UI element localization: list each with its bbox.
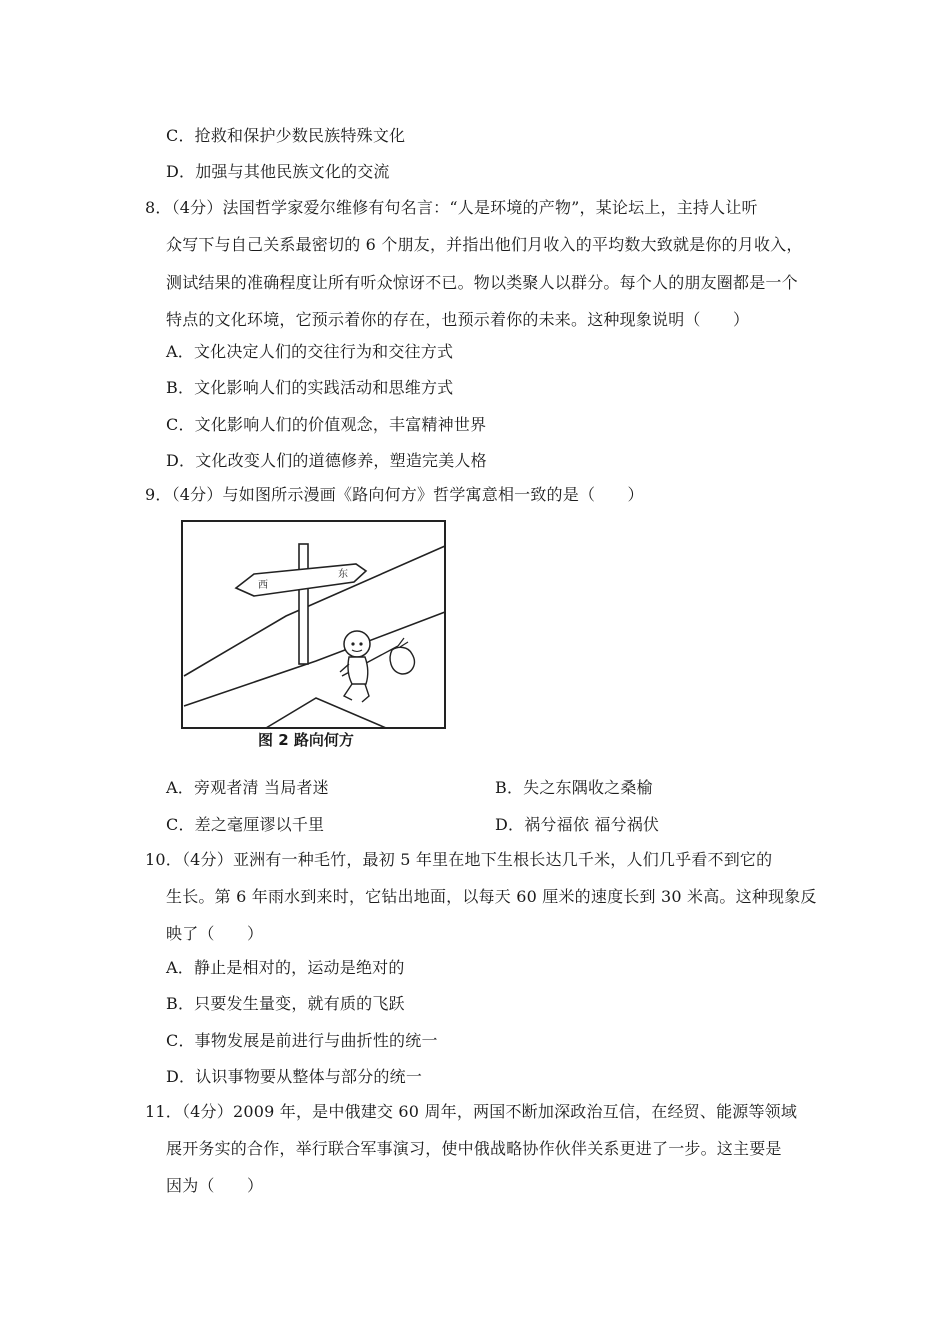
q7-option-c: C．抢救和保护少数民族特殊文化: [166, 126, 406, 145]
q8-stem-line-2: 众写下与自己关系最密切的 6 个朋友，并指出他们月收入的平均数大致就是你的月收入，: [166, 235, 803, 254]
q8-stem-line-1: 8．（4分）法国哲学家爱尔维修有句名言：“人是环境的产物”，某论坛上，主持人让听: [145, 198, 758, 217]
q10-option-c: C．事物发展是前进行与曲折性的统一: [166, 1031, 438, 1050]
q9-option-b: B．失之东隅收之桑榆: [495, 778, 653, 797]
cartoon-illustration: [166, 516, 454, 730]
q8-stem-line-3: 测试结果的准确程度让所有听众惊讶不已。物以类聚人以群分。每个人的朋友圈都是一个: [166, 273, 798, 292]
q8-option-c: C．文化影响人们的价值观念，丰富精神世界: [166, 415, 487, 434]
sign-left-label: 西: [258, 580, 268, 591]
q9-option-a: A．旁观者清 当局者迷: [166, 778, 329, 797]
q8-option-d: D．文化改变人们的道德修养，塑造完美人格: [166, 451, 487, 470]
figure-caption: 图 2 路向何方: [258, 731, 354, 749]
q10-stem-line-1: 10．（4分）亚洲有一种毛竹，最初 5 年里在地下生根长达几千米，人们几乎看不到它的: [145, 850, 773, 869]
sign-right-label: 东: [338, 569, 348, 580]
q10-option-d: D．认识事物要从整体与部分的统一: [166, 1067, 423, 1086]
q9-cartoon-figure: [166, 516, 454, 761]
q9-option-c: C．差之毫厘谬以千里: [166, 815, 325, 834]
q9-stem-line-1: 9．（4分）与如图所示漫画《路向何方》哲学寓意相一致的是（ ）: [145, 485, 644, 504]
q8-option-a: A．文化决定人们的交往行为和交往方式: [166, 342, 454, 361]
q11-stem-line-3: 因为（ ）: [166, 1176, 264, 1195]
q11-stem-line-2: 展开务实的合作，举行联合军事演习，使中俄战略协作伙伴关系更进了一步。这主要是: [166, 1139, 782, 1158]
q10-stem-line-2: 生长。第 6 年雨水到来时，它钻出地面，以每天 60 厘米的速度长到 30 米高。这种现象反: [166, 887, 817, 906]
q8-stem-line-4: 特点的文化环境，它预示着你的存在，也预示着你的未来。这种现象说明（ ）: [166, 310, 750, 329]
q10-option-b: B．只要发生量变，就有质的飞跃: [166, 994, 405, 1013]
q10-option-a: A．静止是相对的，运动是绝对的: [166, 958, 405, 977]
q10-stem-line-3: 映了（ ）: [166, 924, 264, 943]
q8-option-b: B．文化影响人们的实践活动和思维方式: [166, 378, 454, 397]
q11-stem-line-1: 11．（4分）2009 年，是中俄建交 60 周年，两国不断加深政治互信，在经贸、能源等领域: [145, 1102, 798, 1121]
q7-option-d: D．加强与其他民族文化的交流: [166, 162, 390, 181]
q9-option-d: D．祸兮福依 福兮祸伏: [495, 815, 660, 834]
